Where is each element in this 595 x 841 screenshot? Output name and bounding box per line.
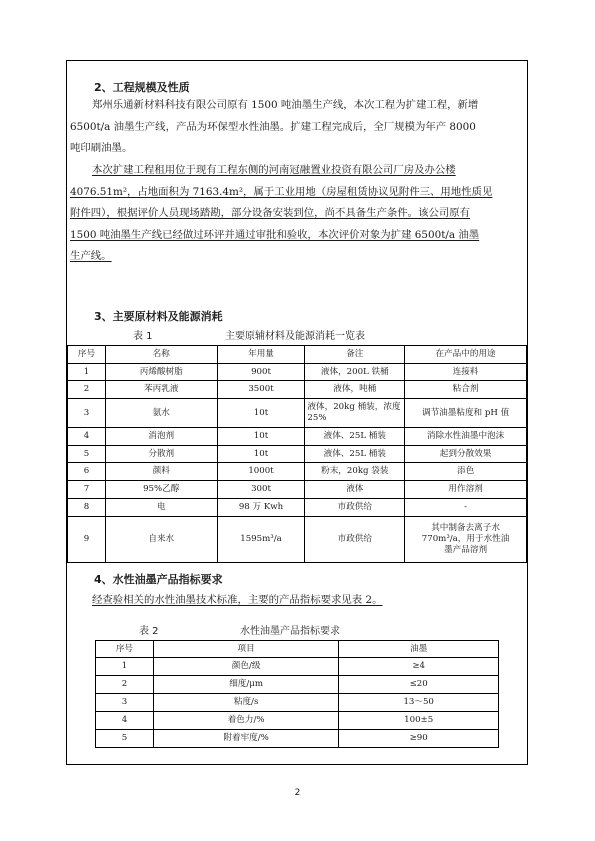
cell-item: 附着牢度/% [153,730,339,748]
table-row [68,364,527,381]
table-number: 表 1 [133,331,153,342]
header-cell: 年用量 [217,346,305,364]
cell-index: 1 [68,364,106,381]
text-line: 生产线。 [70,250,112,262]
table-row [68,517,527,563]
cell-name: 消泡剂 [105,428,217,446]
cell-use: 调节油墨粘度和 pH 值 [405,399,527,428]
cell-amount: 1000t [217,463,305,481]
cell-amount: 10t [217,446,305,463]
paragraph-project-scale [70,95,479,160]
cell-amount: 900t [217,364,305,381]
cell-use: 其中制备去离子水 770m³/a，用于水性油墨产品溶剂 [405,517,527,563]
table-row [68,428,527,446]
cell-index: 8 [68,499,106,517]
cell-use: 连接料 [405,364,527,381]
header-cell: 油墨 [339,641,499,658]
page-number: 2 [294,788,301,798]
text-line: 4076.51m²，占地面积为 7163.4m²，属于工业用地（房屋租赁协议见附件三、用地性质见 [70,185,493,198]
cell-item: 颜色/级 [153,658,339,676]
paragraph-spec-intro: 经查验相关的水性油墨技术标准，主要的产品指标要求见表 2。 [92,594,383,606]
cell-index: 3 [96,694,154,712]
cell-use: 用作溶剂 [405,481,527,499]
cell-value: ≤20 [339,676,499,694]
cell-index: 4 [68,428,106,446]
table-row [68,463,527,481]
cell-amount: 10t [217,399,305,428]
cell-note: 液体，20kg 桶装，浓度 25% [305,399,405,428]
cell-note: 液体，200L 铁桶 [305,364,405,381]
table-row [96,712,499,730]
table-row [68,446,527,463]
cell-value: ≥4 [339,658,499,676]
cell-use: 粘合剂 [405,381,527,399]
cell-use: 添色 [405,463,527,481]
table-title: 水性油墨产品指标要求 [240,626,340,637]
cell-index: 6 [68,463,106,481]
table-number: 表 2 [139,626,159,637]
cell-item: 粘度/s [153,694,339,712]
cell-name: 电 [105,499,217,517]
table-row [96,694,499,712]
cell-name: 氨水 [105,399,217,428]
cell-amount: 98 万 Kwh [217,499,305,517]
text-line: 1500 吨油墨生产线已经做过环评并通过审批和验收，本次评价对象为扩建 6500t/a 油墨 [70,228,480,241]
table-row [68,381,527,399]
text-line: 附件四），根据评价人员现场踏勘，部分设备安装到位，尚不具备生产条件。该公司原有 [70,207,471,219]
text-line: 6500t/a 油墨生产线，产品为环保型水性油墨。扩建工程完成后，全厂规模为年产 8000 [70,120,476,133]
header-cell: 备注 [305,346,405,364]
cell-index: 2 [68,381,106,399]
cell-name: 95%乙醇 [105,481,217,499]
text-line: 吨印刷油墨。 [70,142,133,154]
cell-note: 液体、25L 桶装 [305,428,405,446]
table-row [96,730,499,748]
table-header-row [68,346,527,364]
cell-note: 市政供给 [305,499,405,517]
cell-value: ≥90 [339,730,499,748]
cell-name: 自来水 [105,517,217,563]
cell-index: 5 [68,446,106,463]
cell-amount: 300t [217,481,305,499]
section-heading-product-spec: 4、水性油墨产品指标要求 [94,573,223,586]
header-cell: 序号 [96,641,154,658]
cell-name: 苯丙乳液 [105,381,217,399]
cell-use: 消除水性油墨中泡沫 [405,428,527,446]
cell-index: 5 [96,730,154,748]
cell-value: 13～50 [339,694,499,712]
cell-name: 颜料 [105,463,217,481]
cell-use: - [405,499,527,517]
cell-index: 9 [68,517,106,563]
text-line: 郑州乐通新材料科技有限公司原有 1500 吨油墨生产线，本次工程为扩建工程，新增 [92,99,479,111]
header-cell: 名称 [105,346,217,364]
cell-amount: 1595m³/a [217,517,305,563]
table-row [68,399,527,428]
cell-note: 液体、25L 桶装 [305,446,405,463]
cell-amount: 3500t [217,381,305,399]
table-title: 主要原辅材料及能源消耗一览表 [225,331,365,342]
header-cell: 项目 [153,641,339,658]
header-cell: 序号 [68,346,106,364]
table-header-row [96,641,499,658]
section-heading-materials: 3、主要原材料及能源消耗 [94,310,223,323]
section-heading-scale: 2、工程规模及性质 [94,81,190,94]
cell-name: 丙烯酸树脂 [105,364,217,381]
cell-value: 100±5 [339,712,499,730]
product-spec-table [95,640,499,748]
cell-note: 液体 [305,481,405,499]
table-row [68,499,527,517]
cell-item: 着色力/% [153,712,339,730]
cell-index: 3 [68,399,106,428]
cell-index: 2 [96,676,154,694]
cell-use: 起到分散效果 [405,446,527,463]
cell-index: 4 [96,712,154,730]
header-cell: 在产品中的用途 [405,346,527,364]
cell-index: 7 [68,481,106,499]
cell-amount: 10t [217,428,305,446]
cell-index: 1 [96,658,154,676]
paragraph-location [70,160,493,268]
table-row [96,676,499,694]
cell-note: 粉末，20kg 袋装 [305,463,405,481]
materials-table [67,345,527,563]
table-row [68,481,527,499]
cell-note: 液体，吨桶 [305,381,405,399]
text-line: 本次扩建工程租用位于现有工程东侧的河南冠融置业投资有限公司厂房及办公楼 [92,164,456,176]
cell-item: 细度/μm [153,676,339,694]
cell-note: 市政供给 [305,517,405,563]
table-row [96,658,499,676]
cell-name: 分散剂 [105,446,217,463]
